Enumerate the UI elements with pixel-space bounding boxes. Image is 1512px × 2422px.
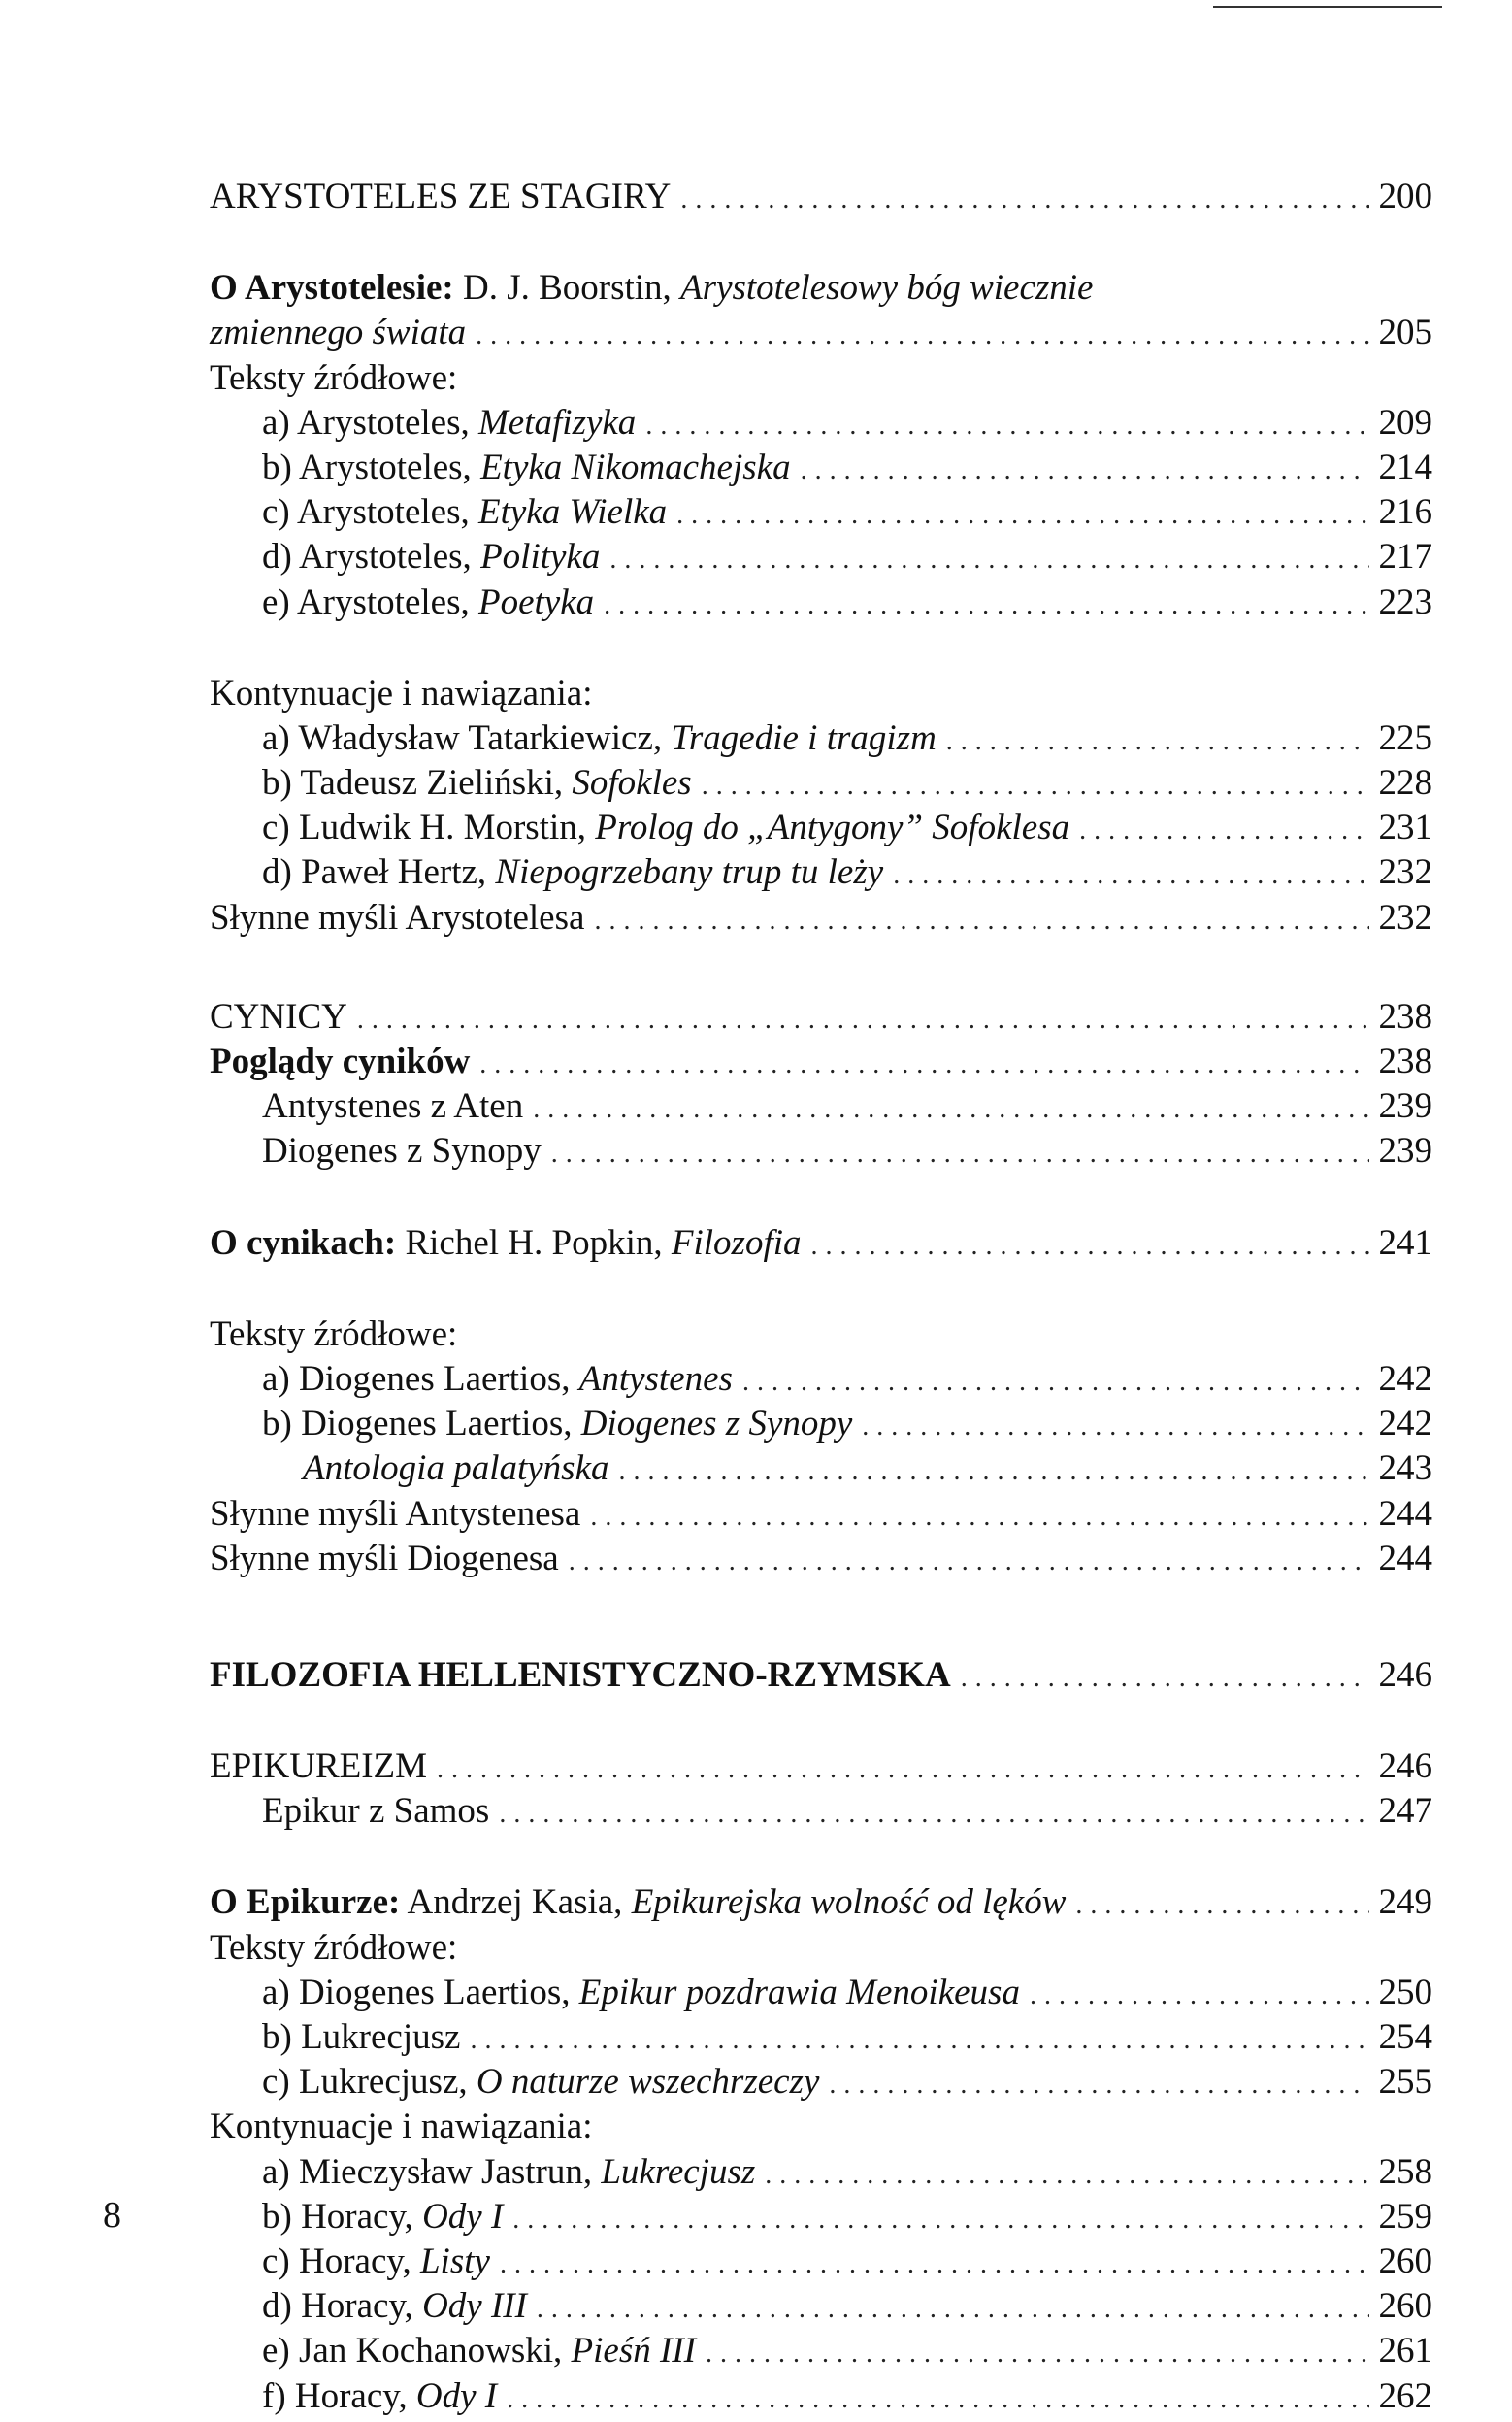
toc-entry (210, 1084, 1432, 1129)
dot-leader (537, 2287, 1369, 2332)
dot-leader (706, 2332, 1369, 2376)
toc-entry-page: 242 (1378, 1358, 1432, 1399)
toc-entry (210, 1789, 1432, 1834)
toc-entry (210, 995, 1432, 1040)
toc-entry (210, 1446, 1432, 1491)
toc-entry-page: 246 (1378, 1746, 1432, 1787)
toc-entry-title: Antologia palatyńska (303, 1448, 609, 1489)
toc-entry (210, 535, 1432, 580)
toc-entry-title: a) Diogenes Laertios, Antystenes (262, 1358, 733, 1399)
dot-leader (1075, 1883, 1368, 1928)
dot-leader (893, 853, 1368, 898)
table-of-contents (210, 175, 1432, 2419)
dot-leader (619, 1449, 1369, 1494)
toc-label: O Arystotelesie: D. J. Boorstin, Arystotelesowy bóg wiecznie (210, 268, 1094, 309)
toc-entry-title: CYNICY (210, 996, 347, 1037)
dot-leader (476, 314, 1368, 358)
toc-entry (210, 1129, 1432, 1174)
toc-entry (210, 1880, 1432, 1925)
toc-entry-page: 242 (1378, 1404, 1432, 1444)
toc-entry-page: 238 (1378, 996, 1432, 1037)
toc-entry-page: 231 (1378, 808, 1432, 848)
toc-entry-title: d) Horacy, Ody III (262, 2286, 527, 2327)
toc-entry-page: 200 (1378, 177, 1432, 216)
dot-leader (357, 998, 1369, 1043)
toc-entry (210, 2150, 1432, 2195)
toc-entry-title: d) Arystoteles, Polityka (262, 537, 601, 578)
toc-entry-page: 254 (1378, 2017, 1432, 2057)
dot-leader (609, 538, 1368, 582)
toc-entry (210, 1537, 1432, 1581)
toc-entry-title: Słynne myśli Diogenesa (210, 1538, 559, 1578)
toc-entry-page: 205 (1378, 313, 1432, 353)
toc-entry-title: O Epikurze: Andrzej Kasia, Epikurejska wolność od lęków (210, 1882, 1067, 1923)
toc-entry-page: 241 (1378, 1222, 1432, 1263)
toc-entry-page: 238 (1378, 1042, 1432, 1081)
dot-leader (500, 2242, 1369, 2287)
toc-entry (210, 311, 1432, 355)
toc-entry-page: 260 (1378, 2240, 1432, 2281)
dot-leader (1030, 1974, 1369, 2018)
toc-entry-page: 262 (1378, 2375, 1432, 2416)
dot-leader (811, 1224, 1369, 1269)
toc-entry-page: 260 (1378, 2286, 1432, 2327)
toc-entry-title: a) Władysław Tatarkiewicz, Tragedie i tragizm (262, 717, 937, 758)
toc-entry-title: b) Lukrecjusz (262, 2017, 461, 2057)
toc-entry (210, 850, 1432, 895)
toc-entry (210, 1040, 1432, 1084)
toc-label: Teksty źródłowe: (210, 1927, 458, 1968)
toc-entry-page: 228 (1378, 763, 1432, 804)
dot-leader (470, 2018, 1368, 2063)
toc-entry (210, 1357, 1432, 1402)
toc-entry (210, 1402, 1432, 1446)
toc-entry-title: b) Tadeusz Zieliński, Sofokles (262, 763, 692, 804)
toc-entry-title: ARYSTOTELES ZE STAGIRY (210, 177, 672, 216)
toc-entry-title: O cynikach: Richel H. Popkin, Filozofia (210, 1222, 802, 1263)
toc-entry-page: 232 (1378, 897, 1432, 938)
dot-leader (946, 719, 1369, 764)
dot-leader (499, 1792, 1368, 1837)
toc-entry-title: a) Arystoteles, Metafizyka (262, 402, 637, 443)
toc-entry (210, 2284, 1432, 2329)
toc-entry-title: c) Horacy, Listy (262, 2240, 490, 2281)
toc-entry (210, 1971, 1432, 2015)
dot-leader (551, 1132, 1369, 1177)
toc-entry-page: 244 (1378, 1493, 1432, 1534)
dot-leader (801, 448, 1369, 493)
dot-leader (702, 764, 1369, 809)
toc-entry-title: Poglądy cyników (210, 1042, 471, 1081)
dot-leader (507, 2377, 1368, 2422)
toc-entry-page: 243 (1378, 1448, 1432, 1489)
toc-entry (210, 806, 1432, 850)
toc-entry-title: a) Diogenes Laertios, Epikur pozdrawia Menoikeusa (262, 1972, 1020, 2012)
toc-entry (210, 2060, 1432, 2105)
toc-entry-title: Słynne myśli Arystotelesa (210, 897, 585, 938)
toc-entry-page: 209 (1378, 402, 1432, 443)
toc-entry-title: b) Diogenes Laertios, Diogenes z Synopy (262, 1404, 853, 1444)
dot-leader (742, 1360, 1369, 1405)
dot-leader (1079, 809, 1368, 853)
toc-entry-title: Diogenes z Synopy (262, 1131, 542, 1172)
toc-entry-page: 255 (1378, 2062, 1432, 2103)
toc-entry (210, 2240, 1432, 2284)
toc-entry-page: 246 (1378, 1654, 1432, 1695)
top-rule (1213, 6, 1442, 8)
toc-entry-title: d) Paweł Hertz, Niepogrzebany trup tu leży (262, 852, 884, 893)
toc-label: Kontynuacje i nawiązania: (210, 673, 593, 713)
toc-entry-title: zmiennego świata (210, 313, 467, 353)
toc-entry-title: Słynne myśli Antystenesa (210, 1493, 581, 1534)
dot-leader (961, 1656, 1369, 1701)
toc-entry (210, 175, 1432, 219)
toc-entry-title: Epikur z Samos (262, 1791, 490, 1832)
toc-entry-page: 217 (1378, 537, 1432, 578)
dot-leader (479, 1043, 1368, 1087)
dot-leader (676, 493, 1368, 538)
toc-entry-page: 258 (1378, 2151, 1432, 2192)
toc-entry (210, 1492, 1432, 1537)
toc-entry-title: c) Arystoteles, Etyka Wielka (262, 492, 668, 533)
toc-entry (210, 2015, 1432, 2060)
toc-entry-title: b) Arystoteles, Etyka Nikomachejska (262, 447, 791, 487)
dot-leader (533, 1087, 1368, 1132)
toc-entry-title: Antystenes z Aten (262, 1086, 524, 1127)
toc-label: Teksty źródłowe: (210, 1313, 458, 1354)
toc-entry-page: 259 (1378, 2196, 1432, 2237)
toc-entry (210, 2329, 1432, 2373)
dot-leader (594, 899, 1368, 944)
toc-entry-page: 216 (1378, 492, 1432, 533)
toc-entry-page: 250 (1378, 1972, 1432, 2012)
toc-entry-title: b) Horacy, Ody I (262, 2196, 504, 2237)
toc-entry (210, 2374, 1432, 2419)
dot-leader (437, 1747, 1368, 1792)
toc-entry (210, 716, 1432, 761)
toc-entry (210, 1744, 1432, 1789)
toc-entry (210, 581, 1432, 625)
toc-entry-page: 244 (1378, 1538, 1432, 1578)
toc-entry-page: 223 (1378, 581, 1432, 622)
toc-entry-page: 232 (1378, 852, 1432, 893)
toc-entry-page: 239 (1378, 1086, 1432, 1127)
toc-entry (210, 446, 1432, 490)
toc-entry (210, 761, 1432, 806)
toc-entry (210, 1653, 1432, 1698)
toc-entry-page: 249 (1378, 1882, 1432, 1923)
toc-entry (210, 490, 1432, 535)
toc-entry (210, 896, 1432, 941)
dot-leader (512, 2198, 1368, 2242)
toc-entry-page: 261 (1378, 2331, 1432, 2372)
toc-entry-page: 225 (1378, 717, 1432, 758)
dot-leader (765, 2153, 1368, 2198)
toc-entry (210, 2195, 1432, 2240)
toc-entry-title: EPIKUREIZM (210, 1746, 428, 1787)
dot-leader (604, 583, 1368, 628)
toc-entry-page: 247 (1378, 1791, 1432, 1832)
toc-entry-title: a) Mieczysław Jastrun, Lukrecjusz (262, 2151, 756, 2192)
toc-label: Kontynuacje i nawiązania: (210, 2107, 593, 2147)
toc-label: Teksty źródłowe: (210, 357, 458, 398)
toc-entry (210, 401, 1432, 446)
dot-leader (680, 178, 1368, 222)
toc-entry-title: f) Horacy, Ody I (262, 2375, 498, 2416)
toc-entry-page: 239 (1378, 1131, 1432, 1172)
dot-leader (862, 1405, 1368, 1449)
toc-entry-title: FILOZOFIA HELLENISTYCZNO-RZYMSKA (210, 1654, 951, 1695)
dot-leader (829, 2063, 1368, 2107)
page-number: 8 (103, 2195, 121, 2236)
toc-entry-title: c) Lukrecjusz, O naturze wszechrzeczy (262, 2062, 820, 2103)
toc-entry-title: e) Jan Kochanowski, Pieśń III (262, 2331, 696, 2372)
dot-leader (569, 1540, 1369, 1584)
toc-entry (210, 1221, 1432, 1266)
toc-entry-title: c) Ludwik H. Morstin, Prolog do „Antygony” Sofoklesa (262, 808, 1070, 848)
toc-entry-page: 214 (1378, 447, 1432, 487)
toc-entry-title: e) Arystoteles, Poetyka (262, 581, 595, 622)
dot-leader (590, 1495, 1368, 1540)
dot-leader (645, 404, 1368, 448)
